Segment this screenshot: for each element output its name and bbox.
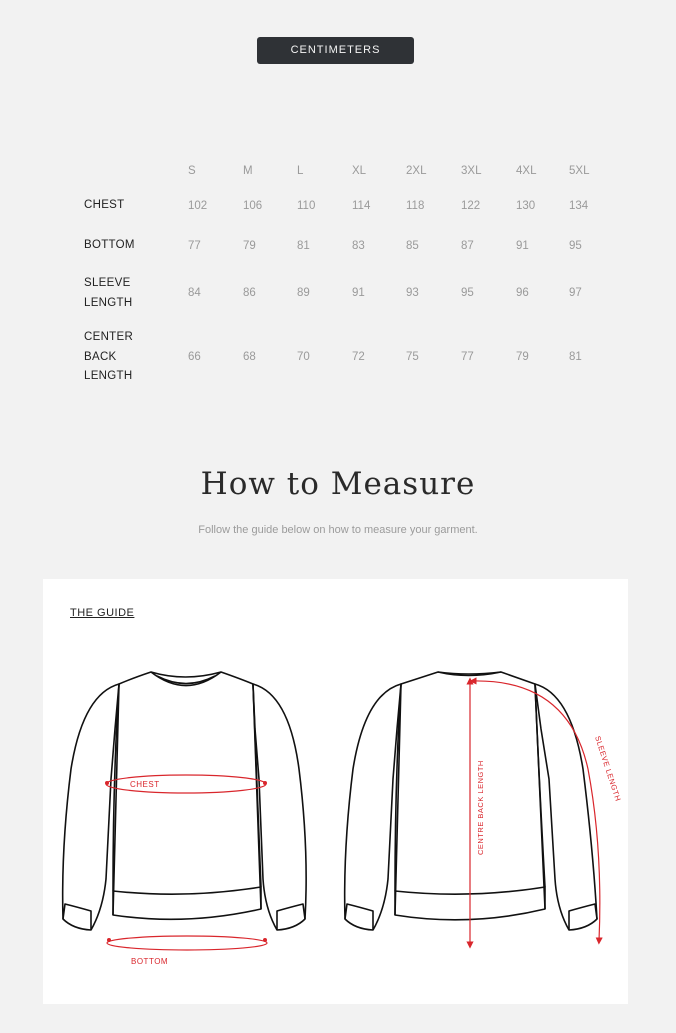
- table-cell: 84: [188, 287, 201, 299]
- table-cell: 86: [243, 287, 256, 299]
- guide-title[interactable]: THE GUIDE: [70, 607, 135, 619]
- table-cell: 130: [516, 200, 536, 212]
- size-chart-table: [0, 0, 676, 420]
- table-cell: 114: [352, 200, 371, 212]
- table-cell: 72: [352, 351, 365, 363]
- bottom-label: BOTTOM: [131, 957, 169, 966]
- sweatshirt-diagram: [43, 579, 628, 1004]
- table-cell: 85: [406, 240, 419, 252]
- table-cell: 70: [297, 351, 310, 363]
- size-header-4xl: 4XL: [516, 165, 537, 177]
- size-header-2xl: 2XL: [406, 165, 427, 177]
- table-cell: 83: [352, 240, 365, 252]
- table-cell: 79: [243, 240, 256, 252]
- table-cell: 118: [406, 200, 425, 212]
- table-cell: 87: [461, 240, 474, 252]
- row-label-chest: CHEST: [84, 199, 125, 211]
- table-cell: 97: [569, 287, 582, 299]
- bottom-measure-line: [107, 936, 267, 950]
- table-cell: 91: [352, 287, 365, 299]
- table-cell: 122: [461, 200, 481, 212]
- table-cell: 93: [406, 287, 419, 299]
- size-header-s: S: [188, 165, 196, 177]
- how-to-measure-subtitle: Follow the guide below on how to measure your garment.: [198, 524, 478, 536]
- measurement-guide-card: [43, 579, 628, 1004]
- unit-toggle-centimeters[interactable]: CENTIMETERS: [257, 37, 414, 64]
- table-cell: 68: [243, 351, 256, 363]
- table-cell: 89: [297, 287, 310, 299]
- table-cell: 81: [569, 351, 582, 363]
- table-cell: 110: [297, 200, 316, 212]
- table-cell: 95: [461, 287, 474, 299]
- table-cell: 134: [569, 200, 589, 212]
- table-cell: 75: [406, 351, 419, 363]
- table-cell: 95: [569, 240, 582, 252]
- table-cell: 96: [516, 287, 529, 299]
- table-cell: 77: [461, 351, 474, 363]
- how-to-measure-title: How to Measure: [200, 466, 476, 502]
- row-label-center-back-length: CENTER BACK LENGTH: [84, 331, 134, 382]
- size-header-5xl: 5XL: [569, 165, 590, 177]
- table-cell: 77: [188, 240, 201, 252]
- row-label-bottom: BOTTOM: [84, 239, 135, 251]
- sleeve-length-label: SLEEVE LENGTH: [593, 734, 623, 803]
- front-sweatshirt-icon: [63, 672, 306, 930]
- row-label-sleeve-length: SLEEVE LENGTH: [84, 277, 133, 309]
- table-cell: 66: [188, 351, 201, 363]
- table-cell: 79: [516, 351, 529, 363]
- chest-label: CHEST: [130, 780, 160, 789]
- table-cell: 106: [243, 200, 263, 212]
- size-header-xl: XL: [352, 165, 367, 177]
- table-cell: 81: [297, 240, 310, 252]
- size-header-3xl: 3XL: [461, 165, 482, 177]
- table-cell: 102: [188, 200, 208, 212]
- centre-back-length-label: CENTRE BACK LENGTH: [476, 760, 485, 855]
- size-header-m: M: [243, 165, 253, 177]
- table-cell: 91: [516, 240, 529, 252]
- size-header-l: L: [297, 165, 304, 177]
